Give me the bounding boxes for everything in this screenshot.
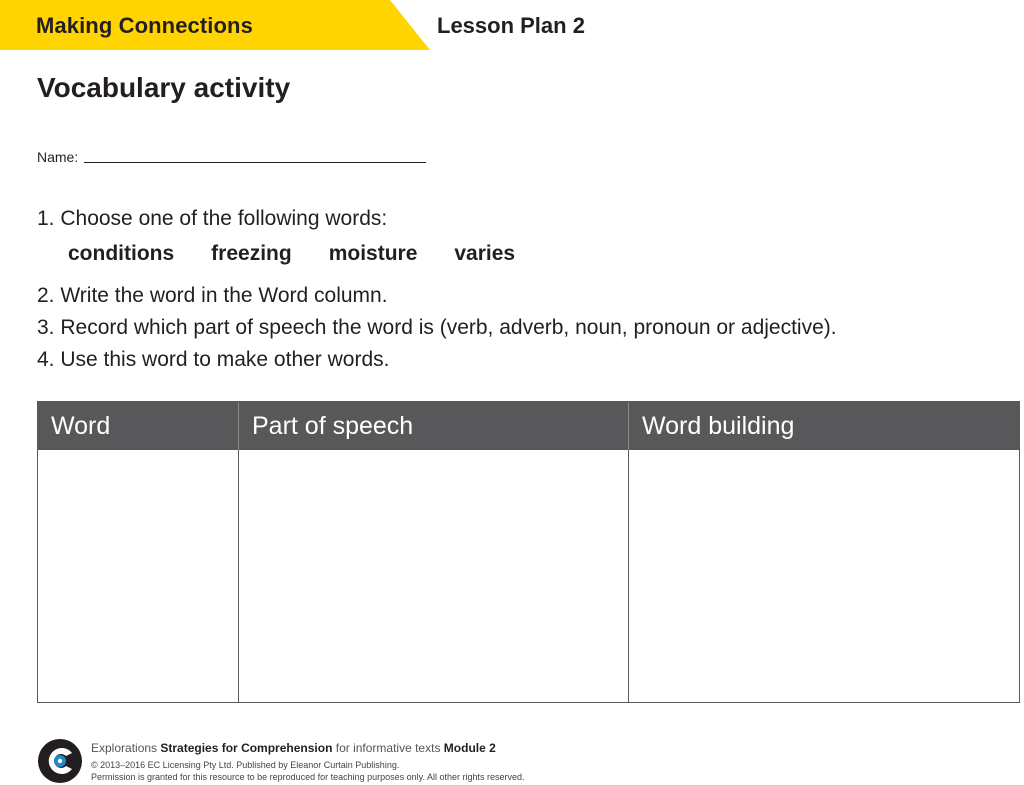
name-line[interactable]: [84, 162, 426, 163]
footer-copyright: © 2013–2016 EC Licensing Pty Ltd. Published by Eleanor Curtain Publishing.: [91, 760, 400, 770]
footer-middle: for informative texts: [332, 741, 444, 755]
lesson-plan-label: Lesson Plan 2: [437, 13, 585, 38]
instruction-step-3: 3. Record which part of speech the word is (verb, adverb, noun, pronoun or adjective).: [37, 316, 837, 339]
page-title: Vocabulary activity: [37, 72, 291, 103]
column-header-word: Word: [38, 402, 239, 450]
footer-permission: Permission is granted for this resource to be reproduced for teaching purposes only. All other rights reserved.: [91, 772, 525, 782]
name-field-row: [37, 149, 426, 165]
name-label: Name:: [37, 149, 79, 165]
word-option: moisture: [328, 242, 418, 265]
column-header-part-of-speech: Part of speech: [239, 402, 629, 450]
column-header-word-building: Word building: [642, 412, 795, 440]
footer-prefix: Explorations: [91, 741, 161, 755]
instruction-step-1: 1. Choose one of the following words:: [37, 207, 388, 230]
series-title: Making Connections: [36, 13, 253, 38]
instruction-step-2: 2. Write the word in the Word column.: [37, 284, 388, 307]
vocabulary-table: [37, 401, 1020, 703]
part-of-speech-cell[interactable]: [239, 450, 629, 702]
word-option: varies: [454, 242, 516, 265]
table-row: [38, 450, 1019, 702]
word-option: freezing: [211, 242, 292, 265]
ec-logo-icon: [37, 738, 83, 784]
word-cell[interactable]: [38, 450, 239, 702]
footer-module: Module 2: [443, 741, 496, 755]
word-list: [68, 242, 552, 266]
word-option: conditions: [68, 242, 175, 265]
instruction-step-4: 4. Use this word to make other words.: [37, 348, 390, 371]
footer-publication: [91, 741, 496, 755]
table-header: [38, 402, 1019, 450]
word-building-cell[interactable]: [629, 450, 1019, 702]
footer-series-name: Strategies for Comprehension: [160, 741, 333, 755]
